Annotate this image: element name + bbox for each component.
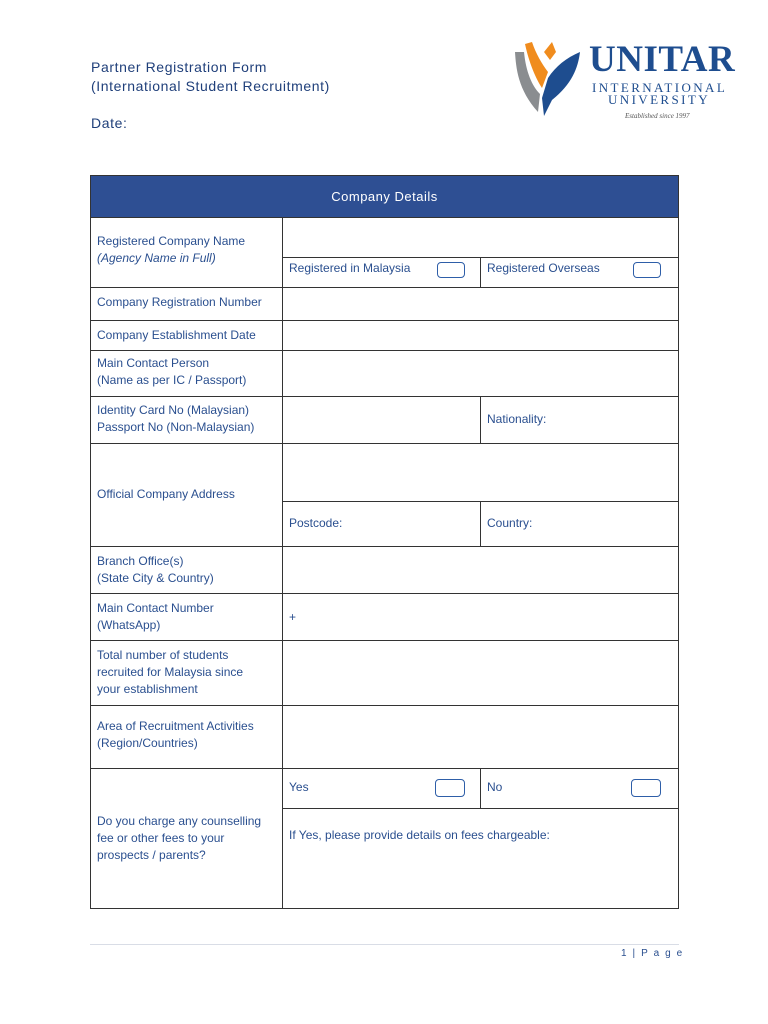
row-divider <box>283 808 678 809</box>
unitar-logo <box>512 36 734 126</box>
fees-yes-checkbox[interactable] <box>435 779 465 797</box>
fees-yes-label: Yes <box>289 780 309 794</box>
logo-university: UNIVERSITY <box>608 92 710 107</box>
row-divider <box>91 350 678 351</box>
fees-no-checkbox[interactable] <box>631 779 661 797</box>
logo-wordmark: UNITAR <box>589 39 736 80</box>
registered-overseas-checkbox[interactable] <box>633 262 661 278</box>
row-divider <box>91 705 678 706</box>
reg-number-label: Company Registration Number <box>97 295 262 309</box>
book-emblem-icon <box>512 38 584 118</box>
fees-no-label: No <box>487 780 503 794</box>
registered-malaysia-label: Registered in Malaysia <box>289 261 411 275</box>
row-divider <box>91 546 678 547</box>
logo-international: INTERNATIONAL <box>592 80 728 95</box>
row-divider <box>91 320 678 321</box>
company-name-label: Registered Company Name (Agency Name in Full) <box>97 234 246 265</box>
column-divider <box>480 396 481 443</box>
row-divider <box>91 593 678 594</box>
row-divider <box>91 217 678 218</box>
branch-label: Branch Office(s) (State City & Country) <box>97 554 214 585</box>
country-label: Country: <box>487 516 533 530</box>
students-label: Total number of students recruited for Malaysia since your establishment <box>97 648 244 696</box>
postcode-label: Postcode: <box>289 516 343 530</box>
logo-established: Established since 1997 <box>625 112 690 120</box>
address-label: Official Company Address <box>97 487 235 501</box>
column-divider <box>480 501 481 546</box>
page-number: 1 | P a g e <box>621 948 684 959</box>
row-divider <box>91 640 678 641</box>
nationality-label: Nationality: <box>487 412 547 426</box>
footer-divider <box>90 944 679 945</box>
registered-overseas-label: Registered Overseas <box>487 261 600 275</box>
column-divider <box>480 768 481 808</box>
contact-person-label: Main Contact Person (Name as per IC / Passport) <box>97 356 247 387</box>
company-details-table <box>90 175 679 909</box>
est-date-label: Company Establishment Date <box>97 328 256 342</box>
fees-label: Do you charge any counselling fee or other fees to your prospects / parents? <box>97 814 262 862</box>
registered-malaysia-checkbox[interactable] <box>437 262 465 278</box>
recruitment-area-label: Area of Recruitment Activities (Region/Countries) <box>97 719 254 750</box>
row-divider <box>91 287 678 288</box>
row-divider <box>91 396 678 397</box>
row-divider <box>91 768 678 769</box>
form-title-line1: Partner Registration Form <box>91 59 268 75</box>
row-divider <box>91 443 678 444</box>
contact-number-label: Main Contact Number (WhatsApp) <box>97 601 214 632</box>
fees-details-label: If Yes, please provide details on fees chargeable: <box>289 828 550 842</box>
form-title-line2: (International Student Recruitment) <box>91 78 330 94</box>
date-label: Date: <box>91 115 128 131</box>
contact-number-prefix: + <box>289 610 297 624</box>
column-divider <box>480 257 481 287</box>
id-card-label: Identity Card No (Malaysian) Passport No (Non-Malaysian) <box>97 403 255 434</box>
form-title <box>91 58 330 96</box>
section-title: Company Details <box>91 176 678 217</box>
column-divider <box>282 217 283 908</box>
